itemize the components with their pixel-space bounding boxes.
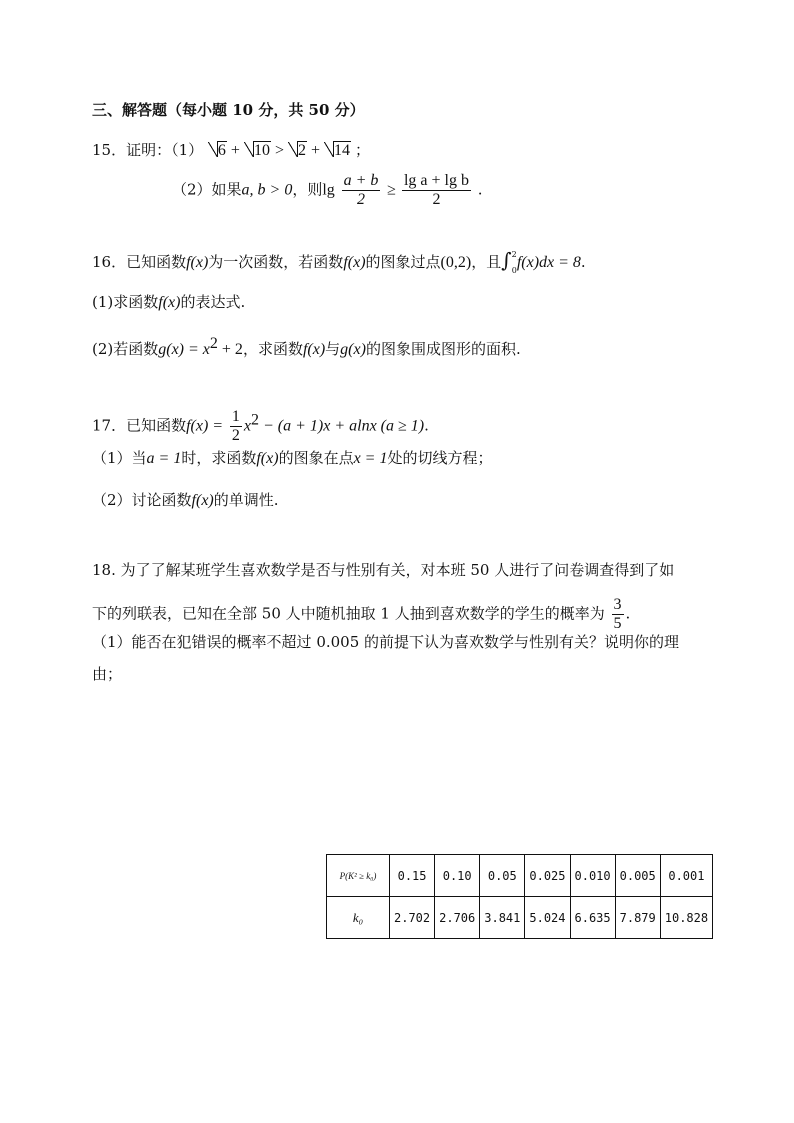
integral-sign: ∫: [501, 248, 512, 272]
table-cell: 0.10: [435, 855, 480, 897]
q18-line3: （1）能否在犯错误的概率不超过 0.005 的前提下认为喜欢数学与性别有关？说明你的理: [92, 633, 680, 651]
q16-sub2: (2)若函数$g(x) = x^2 + 2$，求函数f(x)与g(x)的图象围成图形的面积.: [92, 335, 521, 358]
fraction-a-plus-b: $\frac{a + b}{2}$: [343, 172, 379, 208]
q18-line2: 下的列联表，已知在全部 50 人中随机抽取 1 人抽到喜欢数学的学生的概率为 $\frac{3}{5}$ .: [92, 596, 631, 632]
fraction-one-half: $\frac{1}{2}$: [231, 408, 240, 444]
table-row-label: k₀: [327, 897, 390, 939]
q15-condition: a, b > 0: [241, 181, 293, 199]
table-cell: 2.702: [390, 897, 435, 939]
table-cell: 2.706: [435, 897, 480, 939]
table-cell: 7.879: [615, 897, 660, 939]
q17-sub2: （2）讨论函数f(x)的单调性.: [92, 491, 279, 509]
fraction-lg: $\frac{\text{lg a + lg b}}{2}$: [403, 172, 469, 208]
table-row: [327, 855, 713, 897]
q15-part1: 15．证明：（1） 6 + 10 > 2 + 14 ；: [92, 141, 371, 159]
table-cell: 3.841: [480, 897, 525, 939]
table-cell: 0.025: [525, 855, 570, 897]
q15-label: 15．证明：（1）: [92, 141, 204, 159]
table-cell: 0.010: [570, 855, 615, 897]
table-cell: 6.635: [570, 897, 615, 939]
sqrt-6: 6: [208, 141, 227, 161]
q18-line4: 由；: [92, 665, 123, 683]
q17-sub1: （1）当a = 1时，求函数f(x)的图象在点x = 1处的切线方程；: [92, 449, 493, 467]
fraction-three-fifths: $\frac{3}{5}$: [613, 596, 622, 632]
q16-sub1: (1)求函数f(x)的表达式.: [92, 293, 246, 311]
q18-line1: 18. 为了了解某班学生喜欢数学是否与性别有关，对本班 50 人进行了问卷调查得到了如: [92, 561, 675, 579]
section-heading: 三、解答题（每小题 10 分，共 50 分）: [92, 101, 365, 119]
sqrt-10: 10: [244, 141, 271, 161]
sqrt-14: 14: [324, 141, 351, 161]
table-row: [327, 897, 713, 939]
q15-part2: （2）如果a, b > 0，则lg $\frac{a + b}{2}$ ≥ $\frac{\text{lg a + lg b}}{2}$ .: [172, 172, 483, 208]
sqrt-2: 2: [288, 141, 307, 161]
table-cell: 0.05: [480, 855, 525, 897]
q17-statement: 17．已知函数f(x) = $\frac{1}{2}$ $x^2 - (a + 1)x + alnx$ (a ≥ 1).: [92, 408, 429, 444]
critical-values-table: [326, 854, 713, 939]
table-cell: 0.15: [390, 855, 435, 897]
table-cell: 0.001: [660, 855, 712, 897]
table-cell: 0.005: [615, 855, 660, 897]
q16-statement: 16．已知函数f(x)为一次函数，若函数f(x)的图象过点(0,2)，且∫$^2_0$f(x)dx = 8.: [92, 248, 586, 275]
q15-inequality: 6 + 10 > 2 + 14: [208, 142, 355, 159]
table-header-label: P(K² ≥ k₀): [327, 855, 390, 897]
table-cell: 10.828: [660, 897, 712, 939]
table-cell: 5.024: [525, 897, 570, 939]
